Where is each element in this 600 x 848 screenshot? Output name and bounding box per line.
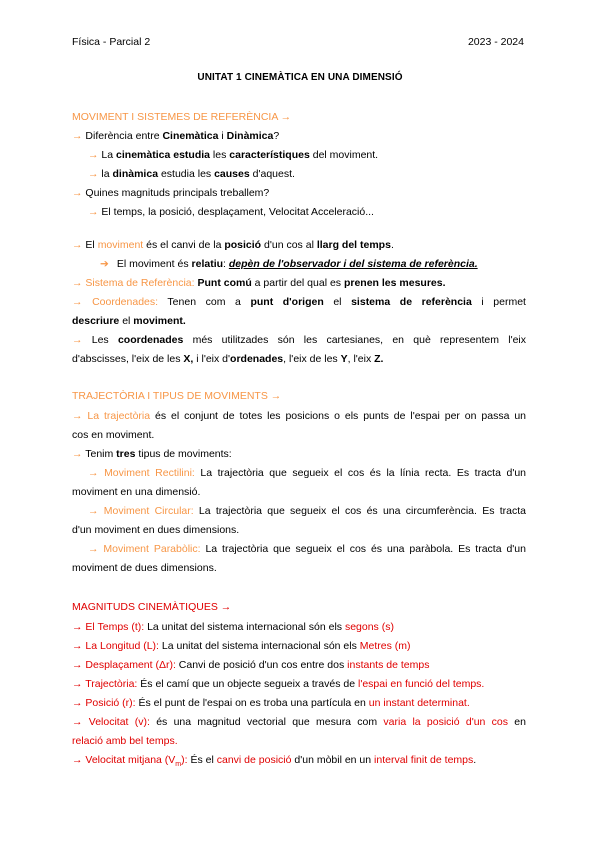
s2-line-4: → Moviment Rectilini: La trajectòria que segueix el cos és la línia recta. Es tracta d'un: [88, 467, 526, 479]
s2-line-7: d'un moviment en dues dimensions.: [72, 524, 240, 536]
section-heading-trajectoria: TRAJECTÒRIA I TIPUS DE MOVIMENTS →: [72, 390, 282, 402]
s3-line-6: → Velocitat (v): és una magnitud vectorial que mesura com varia la posició d'un cos en: [72, 716, 526, 728]
page-title: UNITAT 1 CINEMÀTICA EN UNA DIMENSIÓ: [197, 72, 403, 83]
s1-line-4: → Quines magnituds principals treballem?: [72, 187, 270, 199]
s1-line-8: → Sistema de Referència: Punt comú a partir del qual es prenen les mesures.: [72, 277, 446, 289]
s3-line-4: → Trajectòria: És el camí que un objecte segueix a través de l'espai en funció del temps.: [72, 678, 485, 690]
s3-line-3: → Desplaçament (Δr): Canvi de posició d'un cos entre dos instants de temps: [72, 659, 430, 671]
s3-line-8: → Velocitat mitjana $(V_m)$: És el canvi de posició d'un mòbil en un interval finit de temps.: [72, 754, 477, 769]
s1-line-7: ➔ El moviment és relatiu: depèn de l'observador i del sistema de referència.: [100, 258, 478, 270]
s2-line-9: moviment de dues dimensions.: [72, 562, 217, 574]
s2-line-2: cos en moviment.: [72, 429, 155, 441]
s1-line-3: → la dinàmica estudia les causes d'aquest.: [88, 168, 295, 180]
s1-line-6: → El moviment és el canvi de la posició d'un cos al llarg del temps.: [72, 239, 394, 251]
s3-line-5: → Posició (r): És el punt de l'espai on es troba una partícula en un instant determinat.: [72, 697, 470, 709]
s3-line-7: relació amb bel temps.: [72, 735, 178, 747]
s2-line-5: moviment en una dimensió.: [72, 486, 201, 498]
s1-line-1: → Diferència entre Cinemàtica i Dinàmica?: [72, 130, 280, 142]
header-subject: Física - Parcial 2: [72, 36, 151, 48]
s1-line-11: → Les coordenades més utilitzades són les cartesianes, en què representem l'eix: [72, 334, 527, 346]
s1-line-5: → El temps, la posició, desplaçament, Velocitat Acceleració...: [88, 206, 374, 218]
s3-line-2: → La Longitud (L): La unitat del sistema internacional són els Metres (m): [72, 640, 411, 652]
section-heading-magnituds: MAGNITUDS CINEMÀTIQUES →: [72, 601, 232, 613]
s2-line-3: → Tenim tres tipus de moviments:: [72, 448, 232, 460]
s1-line-12: d'abscisses, l'eix de les X, i l'eix d'ordenades, l'eix de les Y, l'eix Z.: [72, 353, 384, 365]
s2-line-6: → Moviment Circular: La trajectòria que segueix el cos és una circumferència. Es tracta: [88, 505, 526, 517]
header-year: 2023 - 2024: [467, 36, 524, 48]
section-heading-moviment: MOVIMENT I SISTEMES DE REFERÈNCIA →: [72, 111, 292, 123]
s2-line-8: → Moviment Parabòlic: La trajectòria que segueix el cos és una paràbola. Es tracta d'un: [88, 543, 526, 555]
bullet-arrow-icon: ➔: [100, 258, 109, 270]
s3-line-1: → El Temps (t): La unitat del sistema internacional són els segons (s): [72, 621, 394, 633]
s1-line-10: descriure el moviment.: [72, 315, 186, 327]
s1-line-9: → Coordenades: Tenen com a punt d'origen el sistema de referència i permet: [72, 296, 526, 308]
s1-line-2: → La cinemàtica estudia les característiques del moviment.: [88, 149, 379, 161]
s2-line-1: → La trajectòria és el conjunt de totes les posicions o els punts de l'espai per on passa un: [72, 410, 526, 422]
